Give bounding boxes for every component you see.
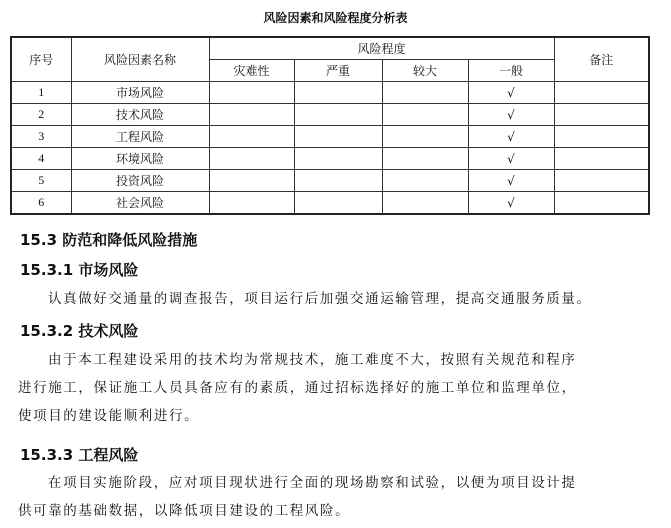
header-general: 一般 <box>468 60 554 82</box>
cell-catastrophic <box>209 170 294 192</box>
subsection-heading: 15.3.1 市场风险 <box>20 261 139 279</box>
table-row <box>11 148 649 170</box>
table-row <box>11 170 649 192</box>
cell-index: 6 <box>11 192 71 215</box>
cell-general: √ <box>468 126 554 148</box>
risk-table <box>10 36 650 215</box>
cell-major <box>382 126 468 148</box>
paragraph-line: 进行施工，保证施工人员具备应有的素质，通过招标选择好的施工单位和监理单位， <box>18 380 577 396</box>
cell-severe <box>294 148 382 170</box>
section-heading: 15.3 防范和降低风险措施 <box>20 231 198 249</box>
cell-general: √ <box>468 170 554 192</box>
cell-severe <box>294 170 382 192</box>
paragraph-line: 供可靠的基础数据，以降低项目建设的工程风险。 <box>18 503 351 519</box>
header-degree: 风险程度 <box>209 37 554 60</box>
cell-major <box>382 170 468 192</box>
cell-severe <box>294 82 382 104</box>
table-title: 风险因素和风险程度分析表 <box>263 11 408 25</box>
cell-remarks <box>554 192 649 215</box>
cell-remarks <box>554 126 649 148</box>
cell-name: 市场风险 <box>71 82 209 104</box>
cell-general: √ <box>468 192 554 215</box>
header-major: 较大 <box>382 60 468 82</box>
cell-general: √ <box>468 82 554 104</box>
cell-severe <box>294 104 382 126</box>
paragraph-line: 认真做好交通量的调查报告，项目运行后加强交通运输管理，提高交通服务质量。 <box>48 291 592 307</box>
cell-catastrophic <box>209 126 294 148</box>
cell-major <box>382 192 468 215</box>
header-remarks: 备注 <box>554 37 649 82</box>
header-name: 风险因素名称 <box>71 37 209 82</box>
cell-remarks <box>554 82 649 104</box>
subsection-heading: 15.3.3 工程风险 <box>20 446 139 464</box>
cell-severe <box>294 126 382 148</box>
table-row <box>11 126 649 148</box>
cell-index: 3 <box>11 126 71 148</box>
cell-major <box>382 82 468 104</box>
paragraph-line: 使项目的建设能顺利进行。 <box>18 408 200 424</box>
cell-catastrophic <box>209 192 294 215</box>
cell-index: 4 <box>11 148 71 170</box>
paragraph-line: 由于本工程建设采用的技术均为常规技术，施工难度不大，按照有关规范和程序 <box>48 352 577 368</box>
cell-catastrophic <box>209 104 294 126</box>
cell-index: 1 <box>11 82 71 104</box>
cell-remarks <box>554 148 649 170</box>
table-row <box>11 104 649 126</box>
header-index: 序号 <box>11 37 71 82</box>
cell-index: 5 <box>11 170 71 192</box>
cell-major <box>382 104 468 126</box>
table-row <box>11 82 649 104</box>
table-row <box>11 192 649 215</box>
header-catastrophic: 灾难性 <box>209 60 294 82</box>
cell-remarks <box>554 170 649 192</box>
cell-severe <box>294 192 382 215</box>
cell-major <box>382 148 468 170</box>
cell-name: 技术风险 <box>71 104 209 126</box>
cell-remarks <box>554 104 649 126</box>
paragraph-line: 在项目实施阶段，应对项目现状进行全面的现场勘察和试验，以便为项目设计提 <box>48 475 577 491</box>
cell-name: 环境风险 <box>71 148 209 170</box>
cell-general: √ <box>468 148 554 170</box>
cell-general: √ <box>468 104 554 126</box>
cell-name: 投资风险 <box>71 170 209 192</box>
cell-name: 工程风险 <box>71 126 209 148</box>
cell-index: 2 <box>11 104 71 126</box>
subsection-heading: 15.3.2 技术风险 <box>20 322 139 340</box>
header-severe: 严重 <box>294 60 382 82</box>
cell-catastrophic <box>209 148 294 170</box>
cell-name: 社会风险 <box>71 192 209 215</box>
cell-catastrophic <box>209 82 294 104</box>
